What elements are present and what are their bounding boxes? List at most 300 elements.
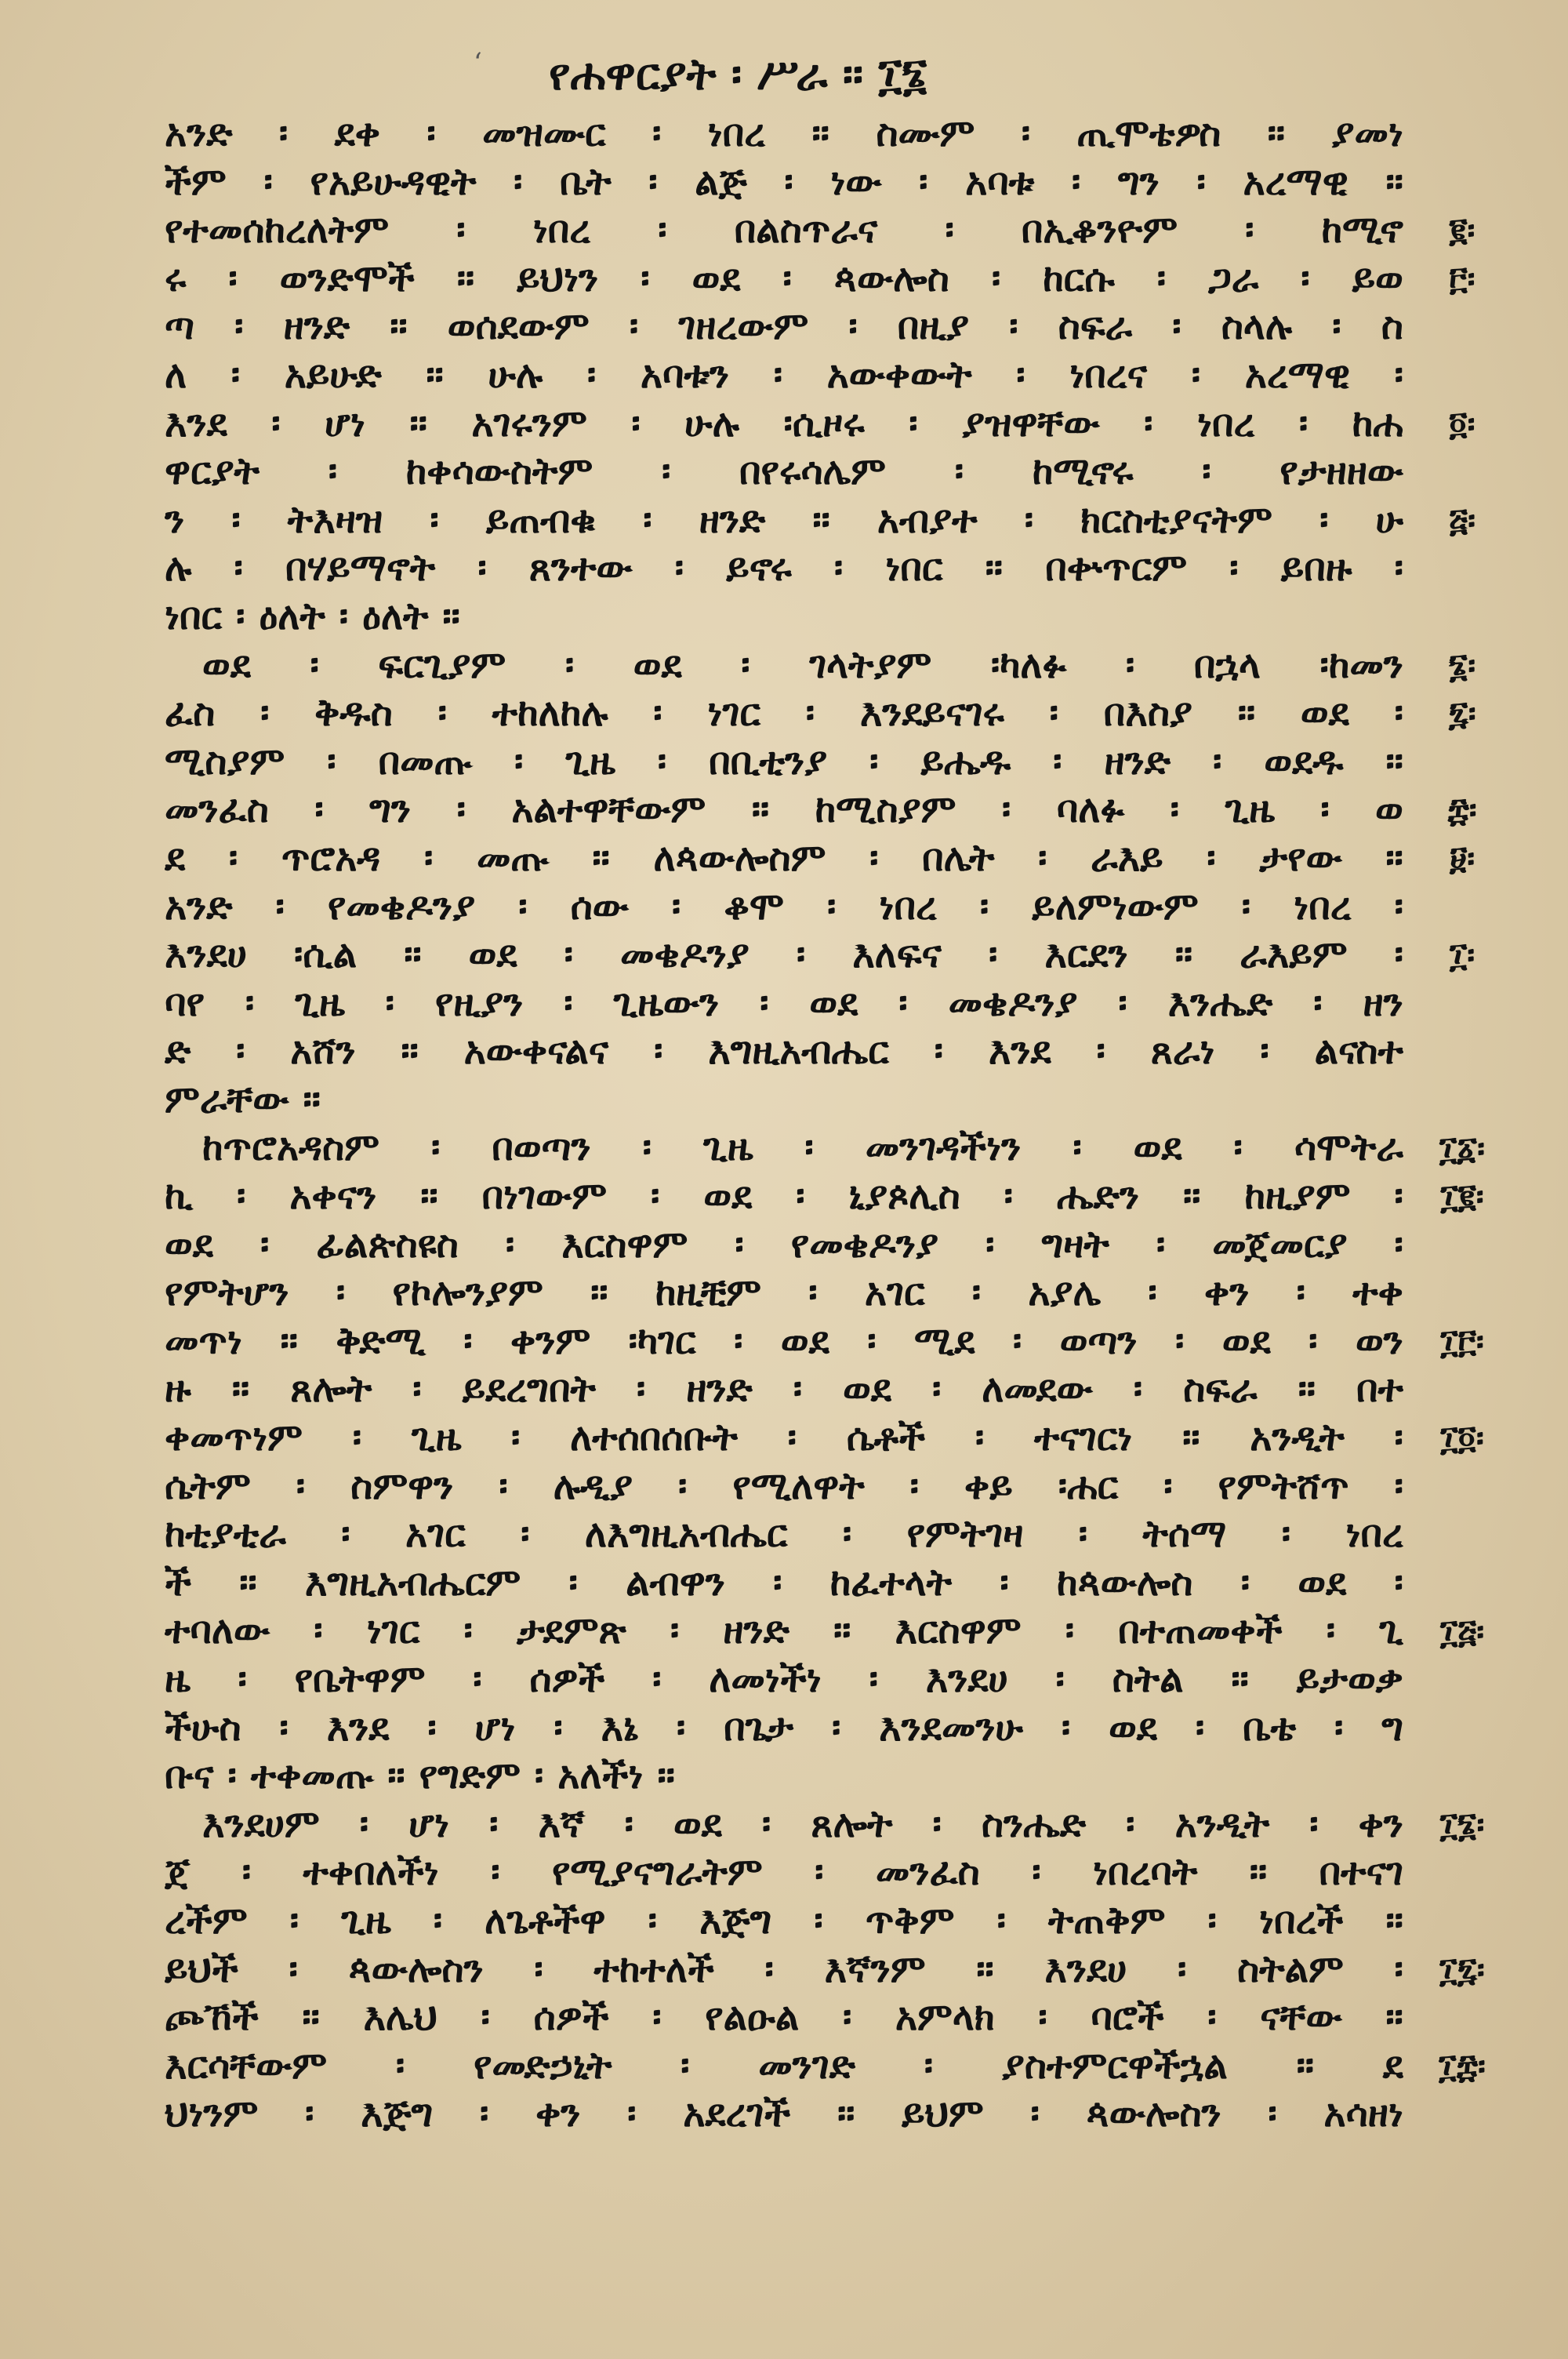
word: ፡ bbox=[1156, 256, 1167, 300]
word: ያዝዋቸው bbox=[962, 401, 1100, 445]
word: ስላሉ bbox=[1221, 304, 1293, 349]
word: ፡ bbox=[670, 1608, 680, 1653]
word: በጌታ bbox=[724, 1705, 794, 1750]
word: አረማዊ bbox=[1243, 159, 1348, 204]
word: ፡ bbox=[1394, 1222, 1403, 1267]
word: እንደ bbox=[165, 401, 227, 445]
word: ፡ bbox=[741, 642, 750, 687]
text-line bbox=[165, 834, 1403, 883]
word: ። bbox=[390, 304, 408, 349]
word: አምላክ bbox=[895, 1995, 995, 2040]
word: ፡ bbox=[869, 739, 879, 783]
word: ወጣን bbox=[1059, 1318, 1138, 1363]
word: ፡ bbox=[924, 2043, 934, 2088]
word: ጊዜ bbox=[411, 1416, 462, 1460]
word: ፡ bbox=[804, 1125, 814, 1170]
word: ልብዋን bbox=[626, 1560, 725, 1605]
verse-number: ፭፡ bbox=[1449, 500, 1475, 540]
word: ቀን bbox=[1204, 1270, 1250, 1315]
word: በነገውም bbox=[481, 1174, 608, 1219]
word: ከዚቺም bbox=[655, 1270, 761, 1315]
word: እኛንም bbox=[824, 1946, 926, 1991]
word: ፡ bbox=[1320, 787, 1330, 832]
word: ፡ bbox=[674, 546, 684, 591]
word: ቀይ bbox=[964, 1463, 1013, 1508]
word: ጊዜ bbox=[565, 739, 615, 783]
text-line bbox=[165, 351, 1403, 400]
verse-number: ፲፭፡ bbox=[1439, 1612, 1485, 1651]
word: ፡ bbox=[1240, 1560, 1250, 1605]
word: ዕለት bbox=[362, 594, 429, 638]
word: የመድኃኒት bbox=[473, 2043, 612, 2088]
word: ተቀበለችነ bbox=[303, 1850, 439, 1895]
word: ። bbox=[1182, 1416, 1200, 1460]
word: ፡ bbox=[1004, 1174, 1013, 1219]
word: ፡ bbox=[814, 1898, 823, 1943]
word: ወንድሞች bbox=[279, 256, 415, 300]
word: ፡ bbox=[631, 401, 641, 445]
text-line bbox=[165, 1414, 1403, 1463]
word: ። bbox=[1237, 691, 1256, 736]
word: ፡ bbox=[289, 1946, 298, 1991]
word: ዘንድ bbox=[723, 1608, 789, 1653]
word: ጸንተው bbox=[528, 546, 633, 591]
word: ወደዱ bbox=[1264, 739, 1344, 783]
word: እግዚአብሔርም bbox=[304, 1560, 521, 1605]
word: ፍርጊያም bbox=[378, 642, 506, 687]
word: ፡ bbox=[833, 546, 844, 591]
word: ተቀመጡ bbox=[250, 1754, 374, 1798]
word: ። bbox=[420, 1174, 438, 1219]
word: ዘንድ bbox=[1104, 739, 1171, 783]
word: ፡ bbox=[1196, 159, 1206, 204]
word: ፡ bbox=[505, 1222, 515, 1267]
word: ፡ bbox=[796, 932, 806, 977]
word: ፡ bbox=[1049, 691, 1058, 736]
word: ሩ bbox=[165, 256, 187, 300]
word: ወደ bbox=[1221, 1318, 1271, 1363]
word: ፡ bbox=[1313, 980, 1323, 1025]
word: ። bbox=[302, 1995, 320, 2040]
word: ፡ bbox=[784, 159, 793, 204]
word: ፡ bbox=[1207, 1995, 1217, 2040]
word: ፡ bbox=[1024, 497, 1034, 542]
word: ፡ bbox=[271, 401, 281, 445]
word: ፡ bbox=[1202, 449, 1211, 494]
word: ፡ bbox=[1334, 1705, 1344, 1750]
word: ፡ bbox=[456, 208, 466, 253]
word: ለጳውሎስም bbox=[653, 835, 826, 880]
word: ፡ bbox=[1148, 1270, 1157, 1315]
word: ሁሉ bbox=[684, 401, 739, 445]
word: ። bbox=[401, 1029, 419, 1074]
word: የተመሰከረለትም bbox=[165, 208, 390, 253]
text-line bbox=[165, 1801, 1403, 1849]
word: በዚያ bbox=[897, 304, 970, 349]
word: ። bbox=[1385, 1995, 1403, 2040]
word: መንገዳችነን bbox=[865, 1125, 1022, 1170]
word: ነበረ bbox=[879, 884, 937, 929]
word: ሳሞትራ bbox=[1294, 1125, 1403, 1170]
word: በሌት bbox=[922, 835, 995, 880]
word: ያስተምርዋችኋል bbox=[1001, 2043, 1228, 2088]
word: ። bbox=[456, 256, 475, 300]
verse-number: ፲፫፡ bbox=[1440, 1322, 1484, 1361]
word: ፡ bbox=[564, 642, 575, 687]
word: ፡ bbox=[275, 884, 285, 929]
word: ተባለው bbox=[165, 1608, 270, 1653]
text-line bbox=[165, 206, 1403, 255]
word: ። bbox=[1298, 1367, 1316, 1412]
word: ፡ bbox=[433, 1898, 443, 1943]
word: ባየ bbox=[165, 980, 205, 1025]
word: ፡ bbox=[1071, 159, 1081, 204]
word: ፡ bbox=[989, 932, 998, 977]
word: ፡ bbox=[238, 1657, 247, 1701]
word: ፡ bbox=[1394, 1560, 1403, 1605]
word: ይበዙ bbox=[1280, 546, 1352, 591]
word: ፡ bbox=[327, 739, 336, 783]
word: ። bbox=[1174, 932, 1193, 977]
word: ፡ bbox=[1207, 1898, 1217, 1943]
word: ፡ bbox=[310, 642, 319, 687]
word: ። bbox=[280, 1318, 298, 1363]
word: ፡ bbox=[237, 1174, 246, 1219]
word: ፡ bbox=[1073, 1125, 1082, 1170]
word: ፡ bbox=[586, 352, 597, 397]
word: ፡ bbox=[1118, 980, 1127, 1025]
word: ጮኸች bbox=[165, 1995, 259, 2040]
word: ነገር bbox=[707, 691, 760, 736]
word: በወጣን bbox=[492, 1125, 591, 1170]
word: ፡ bbox=[1032, 1850, 1041, 1895]
word: ። bbox=[985, 546, 1004, 591]
word: ፡ bbox=[954, 449, 964, 494]
word: ፡ bbox=[996, 1898, 1006, 1943]
word: ጥቅም bbox=[865, 1898, 955, 1943]
word: ፡ bbox=[314, 787, 324, 832]
word: ፡ bbox=[1177, 1946, 1187, 1991]
word: ፡ሲዞሩ bbox=[783, 401, 865, 445]
word: ቤት bbox=[560, 159, 612, 204]
word: ፡ bbox=[481, 1995, 490, 2040]
word: ነበረባት bbox=[1092, 1850, 1198, 1895]
word: ነገር bbox=[366, 1608, 420, 1653]
word: ሰዎች bbox=[533, 1995, 609, 2040]
word: ፡ bbox=[657, 739, 667, 783]
word: ፡ bbox=[909, 1463, 919, 1508]
text-line bbox=[165, 2042, 1403, 2091]
word: ። bbox=[1231, 1657, 1249, 1701]
word: ፡ bbox=[1394, 691, 1403, 736]
word: ወደ bbox=[1109, 1705, 1157, 1750]
word: ፡ bbox=[263, 159, 273, 204]
word: ። bbox=[590, 1270, 608, 1315]
word: ነበረ bbox=[532, 208, 591, 253]
word: ዙ bbox=[165, 1367, 191, 1412]
word: ተከለከሉ bbox=[492, 691, 608, 736]
word: ናቸው bbox=[1260, 1995, 1342, 2040]
word: ወደ bbox=[843, 1367, 891, 1412]
word: ፡ bbox=[305, 2092, 314, 2136]
word: ህነንም bbox=[165, 2092, 259, 2136]
word: ወደ bbox=[165, 1222, 213, 1267]
word: ፡ bbox=[314, 1608, 323, 1653]
word: ድ bbox=[165, 1029, 191, 1074]
word: ፡ሲል bbox=[293, 932, 358, 977]
word: ፡ bbox=[352, 1416, 362, 1460]
word: ፡ bbox=[979, 884, 989, 929]
word: ይወ bbox=[1352, 256, 1403, 300]
word: ። bbox=[1385, 835, 1403, 880]
text-line bbox=[165, 1559, 1403, 1608]
word: ደ bbox=[165, 835, 186, 880]
word: የታዘዘው bbox=[1279, 449, 1403, 494]
word: ፡ bbox=[909, 401, 918, 445]
word: ፡ bbox=[289, 1898, 299, 1943]
word: ራእይ bbox=[1091, 835, 1163, 880]
word: ፡ bbox=[564, 932, 573, 977]
text-line bbox=[165, 642, 1403, 690]
word: ፡ bbox=[518, 884, 528, 929]
word: ወ bbox=[1375, 787, 1403, 832]
word: ፡ሐር bbox=[1058, 1463, 1119, 1508]
verse-number: ፲፰፡ bbox=[1439, 2047, 1486, 2085]
word: የልዑል bbox=[705, 1995, 800, 2040]
word: ቀመጥነም bbox=[165, 1416, 303, 1460]
word: መጥነ bbox=[165, 1318, 242, 1363]
word: ፡ bbox=[773, 352, 783, 397]
word: ፡ bbox=[636, 1367, 646, 1412]
word: እግዚአብሔር bbox=[708, 1029, 889, 1074]
word: ፡ bbox=[437, 691, 447, 736]
word: ቡና bbox=[165, 1754, 214, 1798]
word: መንገድ bbox=[758, 2043, 855, 2088]
text-line bbox=[165, 110, 1403, 158]
word: ይህች bbox=[165, 1946, 238, 1991]
word: ን bbox=[165, 497, 185, 542]
word: ፡ bbox=[975, 1416, 985, 1460]
word: ች bbox=[165, 1560, 191, 1605]
word: ሆነ bbox=[325, 401, 365, 445]
word: ፡ bbox=[971, 1270, 982, 1315]
word: አገር bbox=[864, 1270, 925, 1315]
word: ፡ bbox=[1308, 1318, 1318, 1363]
word: ተቀ bbox=[1352, 1270, 1403, 1315]
word: ሁሉ bbox=[488, 352, 543, 397]
text-line bbox=[165, 544, 1403, 593]
word: ፡ bbox=[1245, 208, 1254, 253]
word: ወደ bbox=[1133, 1125, 1182, 1170]
word: ነው bbox=[830, 159, 882, 204]
word: ፡ bbox=[1156, 1222, 1166, 1267]
word: ፡ bbox=[1065, 1608, 1075, 1653]
word: ባሮች bbox=[1091, 1995, 1164, 2040]
word: ሆነ bbox=[474, 1705, 516, 1750]
word: ፡ካለፉ bbox=[990, 642, 1067, 687]
word: ። bbox=[1249, 1850, 1268, 1895]
word: ፡ bbox=[534, 1754, 544, 1798]
word: ሰዎች bbox=[529, 1657, 605, 1701]
word: ። bbox=[442, 594, 460, 638]
word: ጊዜ bbox=[341, 1898, 391, 1943]
word: ፡ bbox=[1126, 1801, 1135, 1846]
text-line bbox=[165, 593, 1403, 642]
word: ኒያጶሊስ bbox=[848, 1174, 960, 1219]
word: ፡ bbox=[848, 304, 858, 349]
word: ባለፉ bbox=[1056, 787, 1125, 832]
text-line bbox=[165, 1656, 1403, 1704]
word: ፡ bbox=[456, 787, 466, 832]
verse-number: ፲፩፡ bbox=[1439, 1129, 1486, 1168]
text-line bbox=[165, 931, 1403, 980]
word: እንደይናገሩ bbox=[859, 691, 1004, 736]
text-line bbox=[165, 1704, 1403, 1753]
word: መንፈስ bbox=[875, 1850, 980, 1895]
text-line bbox=[165, 1318, 1403, 1366]
word: ስ bbox=[1381, 304, 1403, 349]
word: የሚለዋት bbox=[732, 1463, 865, 1508]
word: ወደ bbox=[468, 932, 517, 977]
text-line bbox=[165, 883, 1403, 932]
word: ፡ bbox=[831, 1705, 841, 1750]
text-line bbox=[165, 1994, 1403, 2042]
word: ጣ bbox=[165, 304, 194, 349]
word: ፡ bbox=[1144, 401, 1153, 445]
word: ፡ bbox=[463, 1608, 473, 1653]
word: ቀን bbox=[535, 2092, 581, 2136]
text-line bbox=[165, 1076, 1403, 1125]
word: አደረገች bbox=[683, 2092, 791, 2136]
word: ተናገርነ bbox=[1033, 1416, 1133, 1460]
word: ፡ bbox=[661, 449, 671, 494]
word: ጳውሎስን bbox=[1086, 2092, 1221, 2136]
word: ፡ካገር bbox=[628, 1318, 696, 1363]
word: በኋላ bbox=[1193, 642, 1261, 687]
word: ገዘረውም bbox=[678, 304, 809, 349]
word: እንደ bbox=[988, 1029, 1051, 1074]
text-line bbox=[165, 400, 1403, 449]
text-line bbox=[165, 1510, 1403, 1559]
word: ። bbox=[751, 787, 770, 832]
word: ፡ bbox=[898, 980, 908, 1025]
word: ቀንም bbox=[510, 1318, 591, 1363]
word: ፡ bbox=[1191, 352, 1201, 397]
word: ፡ bbox=[1281, 1512, 1291, 1557]
word: ከጥሮአዳስም bbox=[202, 1125, 379, 1170]
word: ፡ bbox=[658, 208, 667, 253]
word: ፡ bbox=[236, 1029, 245, 1074]
word: ፡ bbox=[564, 980, 573, 1025]
word: ራእይም bbox=[1240, 932, 1348, 977]
word: ፡ bbox=[1309, 1801, 1319, 1846]
word: ፡ bbox=[793, 1367, 803, 1412]
word: ጳውሎስን bbox=[348, 1946, 484, 1991]
word: በተናገ bbox=[1319, 1850, 1403, 1895]
word: ፡ bbox=[1394, 932, 1403, 977]
text-line bbox=[165, 303, 1403, 351]
word: ለእግዚአብሔር bbox=[584, 1512, 788, 1557]
word: ፡ bbox=[761, 1801, 771, 1846]
word: ፡ bbox=[1030, 2092, 1040, 2136]
verse-number: ፲፡ bbox=[1449, 936, 1475, 975]
word: ፡ bbox=[1301, 256, 1310, 300]
word: ። bbox=[1385, 1898, 1403, 1943]
word: ወደ bbox=[691, 256, 741, 300]
word: ፡ bbox=[805, 691, 815, 736]
word: ፡ bbox=[234, 546, 243, 591]
word: ፡ bbox=[652, 1995, 662, 2040]
word: ፡ bbox=[1172, 304, 1181, 349]
word: ። bbox=[592, 835, 610, 880]
word: ልናስተ bbox=[1314, 1029, 1403, 1074]
word: እጅግ bbox=[699, 1898, 772, 1943]
word: ታደምጽ bbox=[516, 1608, 626, 1653]
word: ልጅ bbox=[695, 159, 747, 204]
word: አረማዊ bbox=[1244, 352, 1351, 397]
word: ፡ bbox=[653, 691, 662, 736]
word: እኛ bbox=[538, 1801, 585, 1846]
word: ፡ bbox=[296, 1463, 306, 1508]
word: ቆሞ bbox=[724, 884, 784, 929]
word: ጳውሎስ bbox=[833, 256, 949, 300]
word: ፡ bbox=[1213, 739, 1222, 783]
word: ግን bbox=[1117, 159, 1160, 204]
word: በተጠመቀች bbox=[1118, 1608, 1283, 1653]
word: ክርስቲያናትም bbox=[1080, 497, 1272, 542]
word: ከርሱ bbox=[1043, 256, 1115, 300]
word: ጊ bbox=[1379, 1608, 1403, 1653]
word: ቅድሚ bbox=[336, 1318, 426, 1363]
word: አሸን bbox=[290, 1029, 356, 1074]
word: በመጡ bbox=[378, 739, 472, 783]
word: እሌህ bbox=[363, 1995, 437, 2040]
word: ፡ bbox=[480, 2092, 489, 2136]
word: ፡ bbox=[1394, 546, 1403, 591]
word: በኢቆንዮም bbox=[1021, 208, 1178, 253]
word: ዘንድ bbox=[283, 304, 350, 349]
word: ለተሰበሰቡት bbox=[570, 1416, 738, 1460]
word: ግዛት bbox=[1041, 1222, 1109, 1267]
word: ለመደው bbox=[982, 1367, 1093, 1412]
word: ፡ bbox=[473, 1657, 482, 1701]
word: ፡ bbox=[642, 1125, 652, 1170]
word: ፡ bbox=[1175, 1318, 1185, 1363]
word: ። bbox=[1385, 739, 1403, 783]
text-line bbox=[165, 255, 1403, 304]
word: ወደ bbox=[202, 642, 251, 687]
word: ወደ bbox=[1300, 691, 1349, 736]
text-line bbox=[165, 1607, 1403, 1656]
word: ፡ bbox=[1332, 304, 1341, 349]
word: ረችም bbox=[165, 1898, 248, 1943]
word: ጥሮአዳ bbox=[281, 835, 381, 880]
word: ስንሔድ bbox=[981, 1801, 1087, 1846]
word: ፡ bbox=[568, 1560, 578, 1605]
word: ወደ bbox=[633, 642, 682, 687]
word: ይታወቃ bbox=[1296, 1657, 1403, 1701]
word: ጋራ bbox=[1208, 256, 1259, 300]
word: ዘንድ bbox=[686, 1367, 753, 1412]
word: የምትገዛ bbox=[906, 1512, 1024, 1557]
word: በሃይማኖት bbox=[285, 546, 436, 591]
word: ። bbox=[1267, 111, 1286, 155]
word: ፡ bbox=[652, 111, 662, 155]
word: ነበረች bbox=[1258, 1898, 1344, 1943]
word: እርሳቸውም bbox=[165, 2043, 328, 2088]
word: የመቄዶንያ bbox=[327, 884, 476, 929]
word: የአይሁዳዊት bbox=[310, 159, 477, 204]
